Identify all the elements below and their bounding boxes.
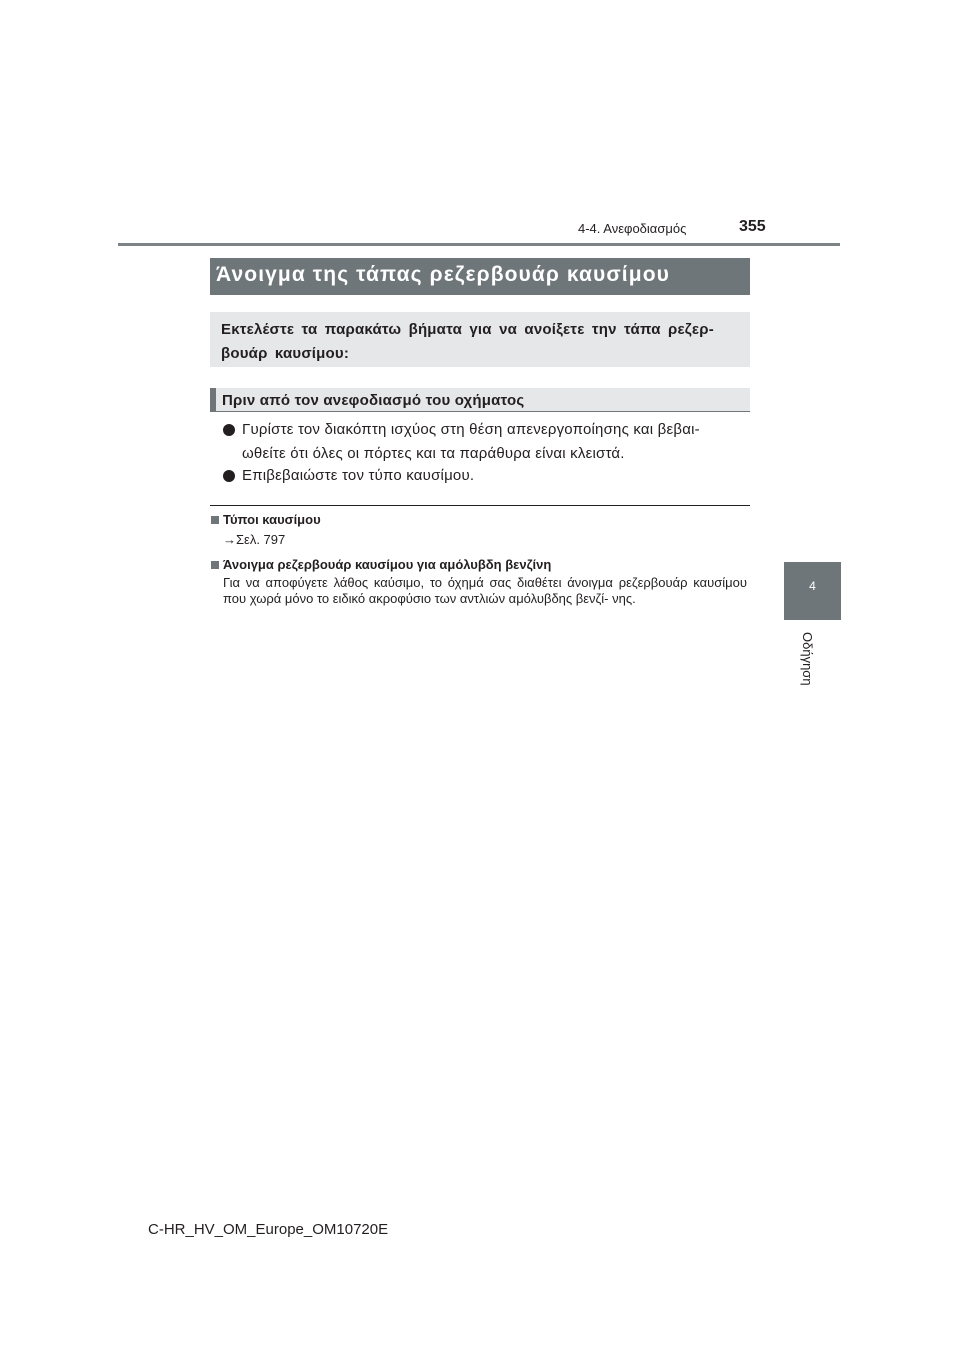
bullet-2-line-1: Επιβεβαιώστε τον τύπο καυσίμου. bbox=[242, 467, 475, 484]
note-1-reference bbox=[223, 532, 285, 548]
subheading-underline bbox=[210, 411, 750, 412]
note-square-icon bbox=[211, 516, 219, 524]
page-title: Άνοιγμα της τάπας ρεζερβουάρ καυσίμου bbox=[216, 263, 670, 286]
subheading: Πριν από τον ανεφοδιασμό του οχήματος bbox=[222, 392, 525, 409]
note-1-title: Τύποι καυσίμου bbox=[223, 512, 321, 527]
chapter-number: 4 bbox=[809, 579, 816, 593]
arrow-icon: → bbox=[223, 532, 236, 547]
bullet-1-line-1: Γυρίστε τον διακόπτη ισχύος στη θέση απενεργοποίησης και βεβαι- bbox=[242, 421, 700, 438]
bullet-icon bbox=[223, 470, 235, 482]
document-code: C-HR_HV_OM_Europe_OM10720E bbox=[148, 1221, 389, 1238]
subheading-accent bbox=[210, 388, 216, 412]
bullet-icon bbox=[223, 424, 235, 436]
note-2-title: Άνοιγμα ρεζερβουάρ καυσίμου για αμόλυβδη βενζίνη bbox=[223, 557, 552, 572]
intro-text: Εκτελέστε τα παρακάτω βήματα για να ανοίξετε την τάπα ρεζερ- βουάρ καυσίμου: bbox=[221, 321, 714, 362]
page-number: 355 bbox=[739, 218, 766, 235]
section-label: 4-4. Ανεφοδιασμός bbox=[578, 221, 687, 236]
bullet-1-line-2: ωθείτε ότι όλες οι πόρτες και τα παράθυρα είναι κλειστά. bbox=[242, 445, 625, 462]
note-2-body: Για να αποφύγετε λάθος καύσιμο, το όχημά σας διαθέτει άνοιγμα ρεζερβουάρ καυσίμου που χωρά μόνο το ειδικό ακροφύσιο των αντλιών αμόλυβδης βενζί- νης. bbox=[223, 575, 747, 606]
note-square-icon bbox=[211, 561, 219, 569]
header-divider bbox=[118, 243, 840, 246]
chapter-name: Οδήγηση bbox=[800, 632, 815, 686]
page-reference: Σελ. 797 bbox=[236, 532, 286, 547]
section-divider bbox=[210, 505, 750, 506]
